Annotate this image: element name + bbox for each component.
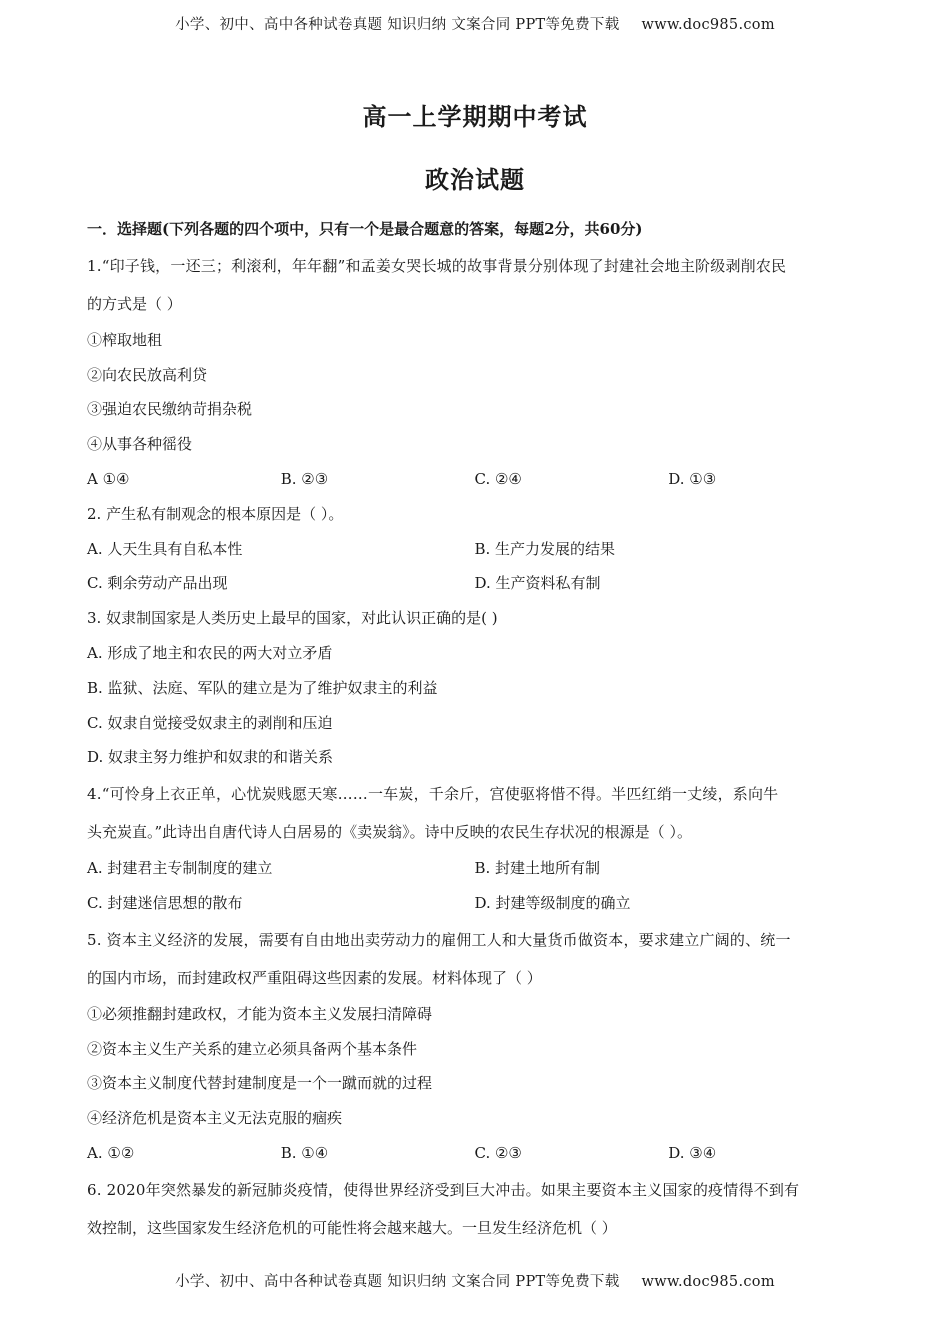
question-5-item-2: ②资本主义生产关系的建立必须具备两个基本条件 (87, 1039, 418, 1058)
question-4-options-row-1 (87, 851, 862, 886)
question-1-item-3: ③强迫农民缴纳苛捐杂税 (87, 400, 253, 419)
question-2-stem: 2. 产生私有制观念的根本原因是（ ）。 (87, 504, 344, 523)
question-4-option-c: C. 封建迷信思想的散布 (87, 893, 243, 912)
question-4-option-b: B. 封建土地所有制 (474, 859, 601, 878)
question-2-option-b: B. 生产力发展的结果 (474, 539, 616, 558)
question-4-option-d: D. 封建等级制度的确立 (474, 893, 631, 912)
question-2-option-c: C. 剩余劳动产品出现 (87, 574, 228, 593)
header-banner-text: 小学、初中、高中各种试卷真题 知识归纳 文案合同 PPT等免费下载 (175, 17, 620, 33)
question-6-line-1: 6. 2020年突然暴发的新冠肺炎疫情，使得世界经济受到巨大冲击。如果主要资本主义国家的疫情得不到有 (87, 1180, 800, 1199)
question-1-item-2: ②向农民放高利贷 (87, 365, 208, 384)
footer-banner-text: 小学、初中、高中各种试卷真题 知识归纳 文案合同 PPT等免费下载 (175, 1274, 620, 1290)
question-4-options-row-2 (87, 886, 862, 921)
question-3-option-d: D. 奴隶主努力维护和奴隶的和谐关系 (87, 748, 334, 767)
exam-title: 高一上学期期中考试 (362, 102, 588, 131)
question-5-option-c: C. ②③ (474, 1143, 522, 1162)
question-1-option-b: B. ②③ (280, 469, 329, 488)
question-1-line-2: 的方式是（ ） (87, 294, 182, 313)
question-5-item-4: ④经济危机是资本主义无法克服的痼疾 (87, 1109, 343, 1128)
question-5-option-d: D. ③④ (668, 1143, 717, 1162)
question-1-option-d: D. ①③ (668, 469, 717, 488)
question-1-line-1: 1.“印子钱，一还三；利滚利，年年翻”和孟姜女哭长城的故事背景分别体现了封建社会地主阶级剥削农民 (87, 256, 787, 275)
question-3-stem: 3. 奴隶制国家是人类历史上最早的国家，对此认识正确的是( ) (87, 609, 498, 628)
question-2-option-d: D. 生产资料私有制 (474, 574, 601, 593)
question-2-option-a: A. 人天生具有自私本性 (87, 539, 243, 558)
question-5-option-b: B. ①④ (280, 1143, 329, 1162)
question-3-option-a: A. 形成了地主和农民的两大对立矛盾 (87, 643, 333, 662)
section-heading: 一．选择题(下列各题的四个项中，只有一个是最合题意的答案，每题2分，共60分) (87, 220, 643, 238)
question-1-options (87, 462, 862, 497)
question-4-option-a: A. 封建君主专制制度的建立 (87, 859, 273, 878)
question-4-line-2: 头充炭直。”此诗出自唐代诗人白居易的《卖炭翁》。诗中反映的农民生存状况的根源是（ ）。 (87, 823, 692, 842)
exam-content (87, 212, 862, 1247)
exam-subtitle: 政治试题 (425, 165, 525, 194)
question-5-line-2: 的国内市场，而封建政权严重阻碍这些因素的发展。材料体现了（ ） (87, 968, 542, 987)
question-6-line-2: 效控制，这些国家发生经济危机的可能性将会越来越大。一旦发生经济危机（ ） (87, 1218, 617, 1237)
question-4-line-1: 4.“可怜身上衣正单，心忧炭贱愿天寒……一车炭，千余斤，宫使驱将惜不得。半匹红绡一丈绫，系向牛 (87, 785, 779, 804)
question-1-item-4: ④从事各种徭役 (87, 435, 193, 454)
question-5-options (87, 1136, 862, 1171)
question-5-option-a: A. ①② (87, 1143, 135, 1162)
question-2-options-row-2 (87, 566, 862, 601)
question-5-line-1: 5. 资本主义经济的发展，需要有自由地出卖劳动力的雇佣工人和大量货币做资本，要求建立广阔的、统一 (87, 930, 791, 949)
page-header-banner (0, 13, 950, 34)
question-5-item-3: ③资本主义制度代替封建制度是一个一蹴而就的过程 (87, 1074, 433, 1093)
page-footer-banner (0, 1270, 950, 1291)
question-1-item-1: ①榨取地租 (87, 330, 163, 349)
question-1-option-a: A ①④ (87, 469, 130, 488)
question-1-option-c: C. ②④ (474, 469, 522, 488)
question-3-option-b: B. 监狱、法庭、军队的建立是为了维护奴隶主的利益 (87, 678, 438, 697)
question-5-item-1: ①必须推翻封建政权，才能为资本主义发展扫清障碍 (87, 1004, 433, 1023)
question-3-option-c: C. 奴隶自觉接受奴隶主的剥削和压迫 (87, 713, 333, 732)
header-banner-url[interactable]: www.doc985.com (641, 17, 775, 33)
question-2-options-row-1 (87, 532, 862, 567)
footer-banner-url[interactable]: www.doc985.com (641, 1274, 775, 1290)
